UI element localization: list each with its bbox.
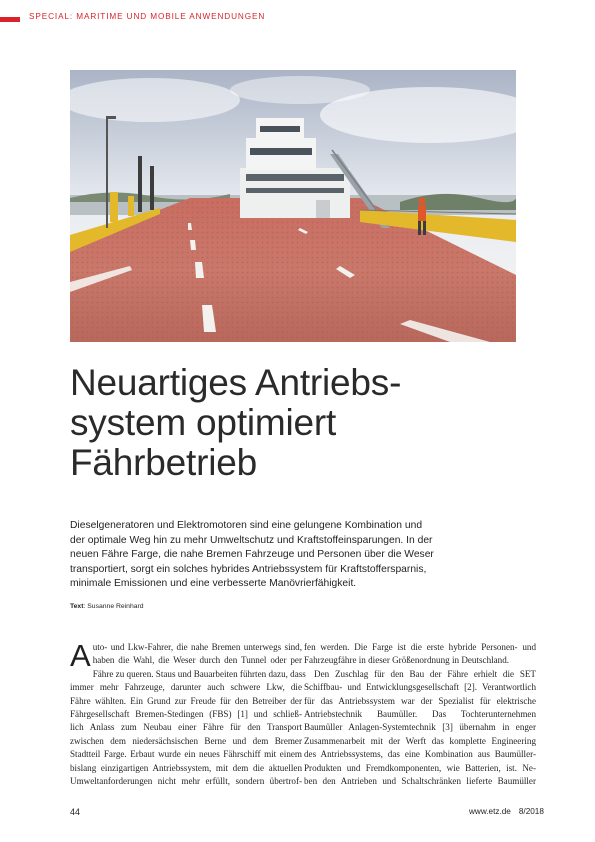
author-credit (70, 603, 144, 610)
body-line: für das Antriebssystem war der Spezialist für elektrische (304, 695, 536, 706)
body-line: Fährgesellschaft Bremen-Stedingen (FBS) [1] und schließ- (70, 709, 302, 720)
title-line: Neuartiges Antriebs- (70, 362, 402, 403)
issue-number: 8/2018 (518, 807, 544, 816)
title-line: system optimiert (70, 402, 337, 443)
body-line: Fähre zu queren. Staus und Bauarbeiten führten dazu, dass (92, 668, 306, 679)
author-name: : Susanne Reinhard (83, 603, 144, 610)
body-column-left (70, 638, 306, 788)
section-accent-bar (0, 17, 20, 22)
lead-line: minimale Emissionen und eine verbesserte Manövrierfähigkeit. (70, 578, 357, 589)
lead-line: Dieselgeneratoren und Elektromotoren sind eine gelungene Kombination und (70, 520, 423, 531)
body-line: des Antriebssystems, das eine Kombination aus Baumüller- (304, 749, 536, 760)
page-number: 44 (70, 807, 81, 817)
body-line: bislang einzigartigen Antriebssystem, mit dem die aktuellen (70, 762, 302, 773)
body-line: Schiffbau- und Entwicklungsgesellschaft [2]. Verantwortlich (304, 682, 536, 693)
article-title (70, 363, 550, 483)
section-header: SPECIAL: MARITIME UND MOBILE ANWENDUNGEN (29, 12, 266, 21)
body-line: immer mehr Fahrzeuge, darunter auch schwere Lkw, die (70, 682, 302, 693)
ferry-deck-photo (70, 70, 516, 342)
body-line: Baumüller Anlagen-Systemtechnik [3] übernahm in enger (304, 722, 536, 733)
body-line: fen werden. Die Farge ist die erste hybride Personen- und (304, 642, 536, 652)
article-lead (70, 519, 500, 592)
body-line: zwischen dem niedersächsischen Berne und dem Bremer (70, 735, 302, 746)
author-label: Text (70, 603, 84, 610)
lead-line: neuen Fähre Farge, die nahe Bremen Fahrzeuge und Personen über die Weser (70, 549, 434, 560)
body-line: ben den Antrieben und Schaltschränken lieferte Baumüller (304, 776, 536, 787)
body-line: Fahrzeugfähre in dieser Größenordnung in Deutschland. (304, 655, 510, 666)
ferry-deck-illustration (70, 70, 516, 342)
title-line: Fährbetrieb (70, 442, 258, 483)
footer-publication (469, 807, 544, 816)
body-line: Antriebstechnik Baumüller. Das Tochterunternehmen (304, 709, 536, 720)
body-line: Produkten und Fremdkomponenten, wie Batterien, ist. Ne- (304, 762, 536, 773)
website-link[interactable]: www.etz.de (469, 807, 511, 816)
drop-cap: A (70, 638, 91, 673)
body-line: lich Anlass zum Neubau einer Fähre für den Transport (70, 722, 302, 733)
lead-line: transportiert, sorgt ein solches hybrides Antriebssystem für Kraftstoffersparnis, (70, 563, 427, 575)
body-line: Fähre wählten. Ein Grund zur Freude für den Betreiber der (70, 695, 302, 706)
body-column-right (304, 641, 536, 788)
body-line: uto- und Lkw-Fahrer, die nahe Bremen unterwegs sind, (92, 642, 302, 652)
body-line: Umweltanforderungen nicht mehr erfüllt, sondern übertrof- (70, 776, 302, 787)
body-line: Den Zuschlag für den Bau der Fähre erhielt die SET (314, 668, 536, 679)
lead-line: der optimale Weg hin zu mehr Umweltschutz und Kraftstoffeinsparungen. In der (70, 534, 433, 546)
body-line: haben die Wahl, die Weser durch den Tunnel oder per (92, 655, 302, 666)
body-line: Stadtteil Farge. Erbaut wurde ein neues Fährschiff mit einem (70, 749, 302, 760)
body-line: Zusammenarbeit mit der Werft das komplette Engineering (304, 735, 536, 746)
